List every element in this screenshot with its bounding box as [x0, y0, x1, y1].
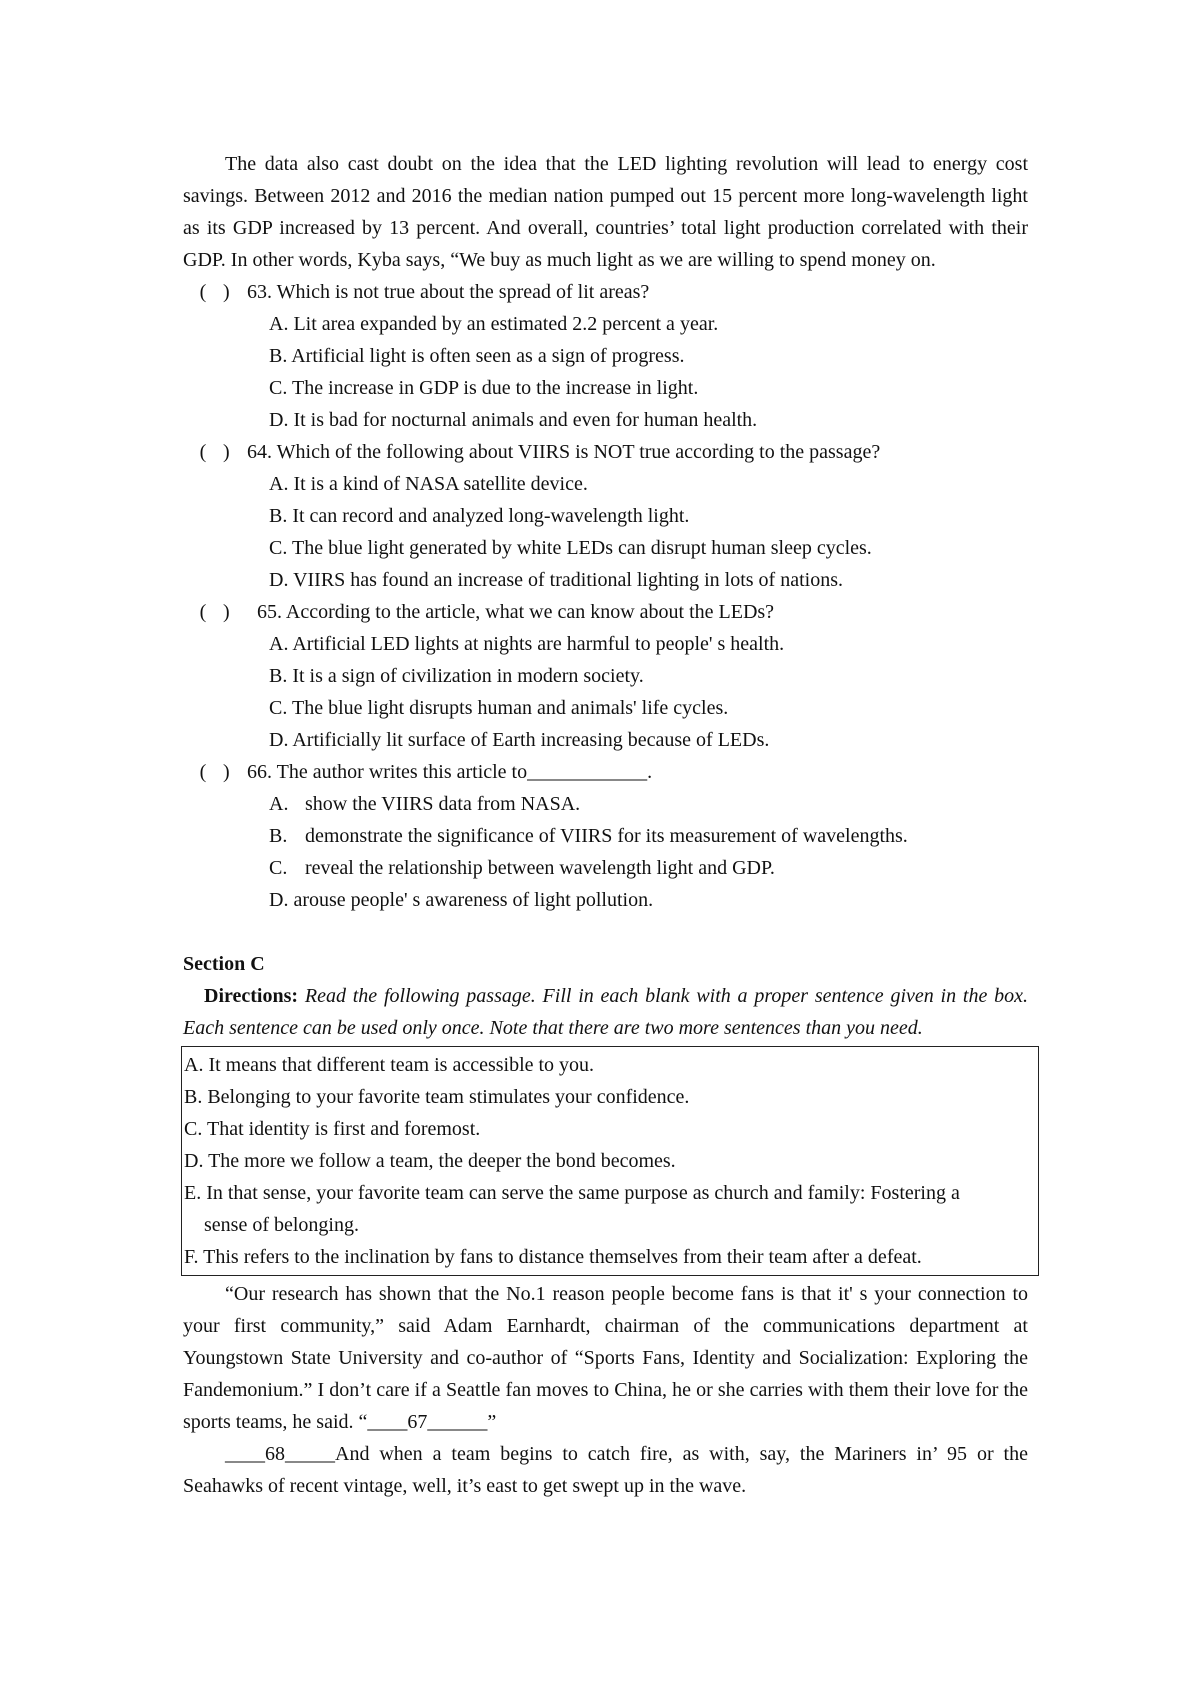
question-stem — [183, 276, 1028, 308]
question-66 — [183, 756, 1028, 916]
answer-bracket-close: ) — [223, 601, 230, 623]
document-page — [183, 148, 1028, 1502]
option-b — [183, 820, 1028, 852]
answer-bracket-close: ) — [223, 281, 230, 303]
answer-bracket-close: ) — [223, 761, 230, 783]
option-b: B. It is a sign of civilization in modern society. — [269, 665, 644, 687]
option-d: D. VIIRS has found an increase of traditional lighting in lots of nations. — [269, 569, 843, 591]
question-stem — [183, 436, 1028, 468]
sentence-option-c: C. That identity is first and foremost. — [184, 1118, 481, 1140]
option-text: demonstrate the significance of VIIRS for its measurement of wavelengths. — [305, 825, 908, 847]
sentence-option-e-continued: sense of belonging. — [204, 1214, 359, 1236]
option-b: B. Artificial light is often seen as a sign of progress. — [269, 345, 685, 367]
option-a: A. Lit area expanded by an estimated 2.2 percent a year. — [269, 313, 719, 335]
answer-bracket-close: ) — [223, 441, 230, 463]
option-d: D. Artificially lit surface of Earth increasing because of LEDs. — [269, 729, 770, 751]
sentence-option-e: E. In that sense, your favorite team can serve the same purpose as church and family: Fostering a — [184, 1182, 960, 1204]
answer-bracket-open: ( — [199, 441, 207, 463]
question-text: 66. The author writes this article to____________. — [247, 761, 653, 783]
sentence-option-b: B. Belonging to your favorite team stimulates your confidence. — [184, 1086, 690, 1108]
question-64 — [183, 436, 1028, 596]
option-letter: C. — [269, 857, 288, 879]
passage-paragraph: The data also cast doubt on the idea that the LED lighting revolution will lead to energy cost savings. Between 2012 and 2016 the median nation pumped out 15 percent more long-wavelength light as its GDP increased by 13 percent. And overall, countries’ total light production correlated with their GDP. In other words, Kyba says, “We buy as much light as we are willing to spend money on. — [183, 153, 1028, 271]
option-text: show the VIIRS data from NASA. — [305, 793, 581, 815]
sentence-option-d: D. The more we follow a team, the deeper the bond becomes. — [184, 1150, 676, 1172]
answer-bracket-open: ( — [199, 761, 207, 783]
question-stem — [183, 596, 1028, 628]
sentence-options-box — [181, 1046, 1039, 1276]
option-c: C. The blue light disrupts human and animals' life cycles. — [269, 697, 729, 719]
option-a: A. It is a kind of NASA satellite device. — [269, 473, 588, 495]
section-title: Section C — [183, 953, 265, 975]
question-text: 64. Which of the following about VIIRS is NOT true according to the passage? — [247, 441, 881, 463]
option-letter: B. — [269, 825, 288, 847]
answer-bracket-open: ( — [199, 601, 207, 623]
option-c: C. The blue light generated by white LEDs can disrupt human sleep cycles. — [269, 537, 872, 559]
option-c: C. The increase in GDP is due to the increase in light. — [269, 377, 699, 399]
option-d: D. It is bad for nocturnal animals and even for human health. — [269, 409, 758, 431]
option-a: A. Artificial LED lights at nights are harmful to people' s health. — [269, 633, 785, 655]
option-d: D. arouse people' s awareness of light pollution. — [269, 889, 654, 911]
option-a — [183, 788, 1028, 820]
option-c — [183, 852, 1028, 884]
passage-paragraph: “Our research has shown that the No.1 reason people become fans is that it' s your connection to your first community,” said Adam Earnhardt, chairman of the communications department at Youngstown State University and co-author of “Sports Fans, Identity and Socialization: Exploring the Fandemonium.” I don’t care if a Seattle fan moves to China, he or she carries with them their love for the sports teams, he said. “____67______” — [183, 1283, 1028, 1433]
option-letter: A. — [269, 793, 289, 815]
question-text: 65. According to the article, what we can know about the LEDs? — [257, 601, 775, 623]
answer-bracket-open: ( — [199, 281, 207, 303]
directions-text: Read the following passage. Fill in each blank with a proper sentence given in the box. Each sentence can be used only once. Note that there are two more sentences than you need. — [183, 985, 1028, 1039]
option-text: reveal the relationship between wavelength light and GDP. — [305, 857, 775, 879]
question-stem — [183, 756, 1028, 788]
option-b: B. It can record and analyzed long-wavelength light. — [269, 505, 690, 527]
directions-label: Directions: — [204, 985, 299, 1007]
question-63 — [183, 276, 1028, 436]
sentence-option-a: A. It means that different team is accessible to you. — [184, 1054, 595, 1076]
directions — [183, 980, 1028, 1044]
sentence-option-f: F. This refers to the inclination by fans to distance themselves from their team after a defeat. — [184, 1246, 922, 1268]
question-65 — [183, 596, 1028, 756]
question-text: 63. Which is not true about the spread of lit areas? — [247, 281, 650, 303]
passage-paragraph: ____68_____And when a team begins to catch fire, as with, say, the Mariners in’ 95 or the Seahawks of recent vintage, well, it’s east to get swept up in the wave. — [183, 1443, 1028, 1497]
